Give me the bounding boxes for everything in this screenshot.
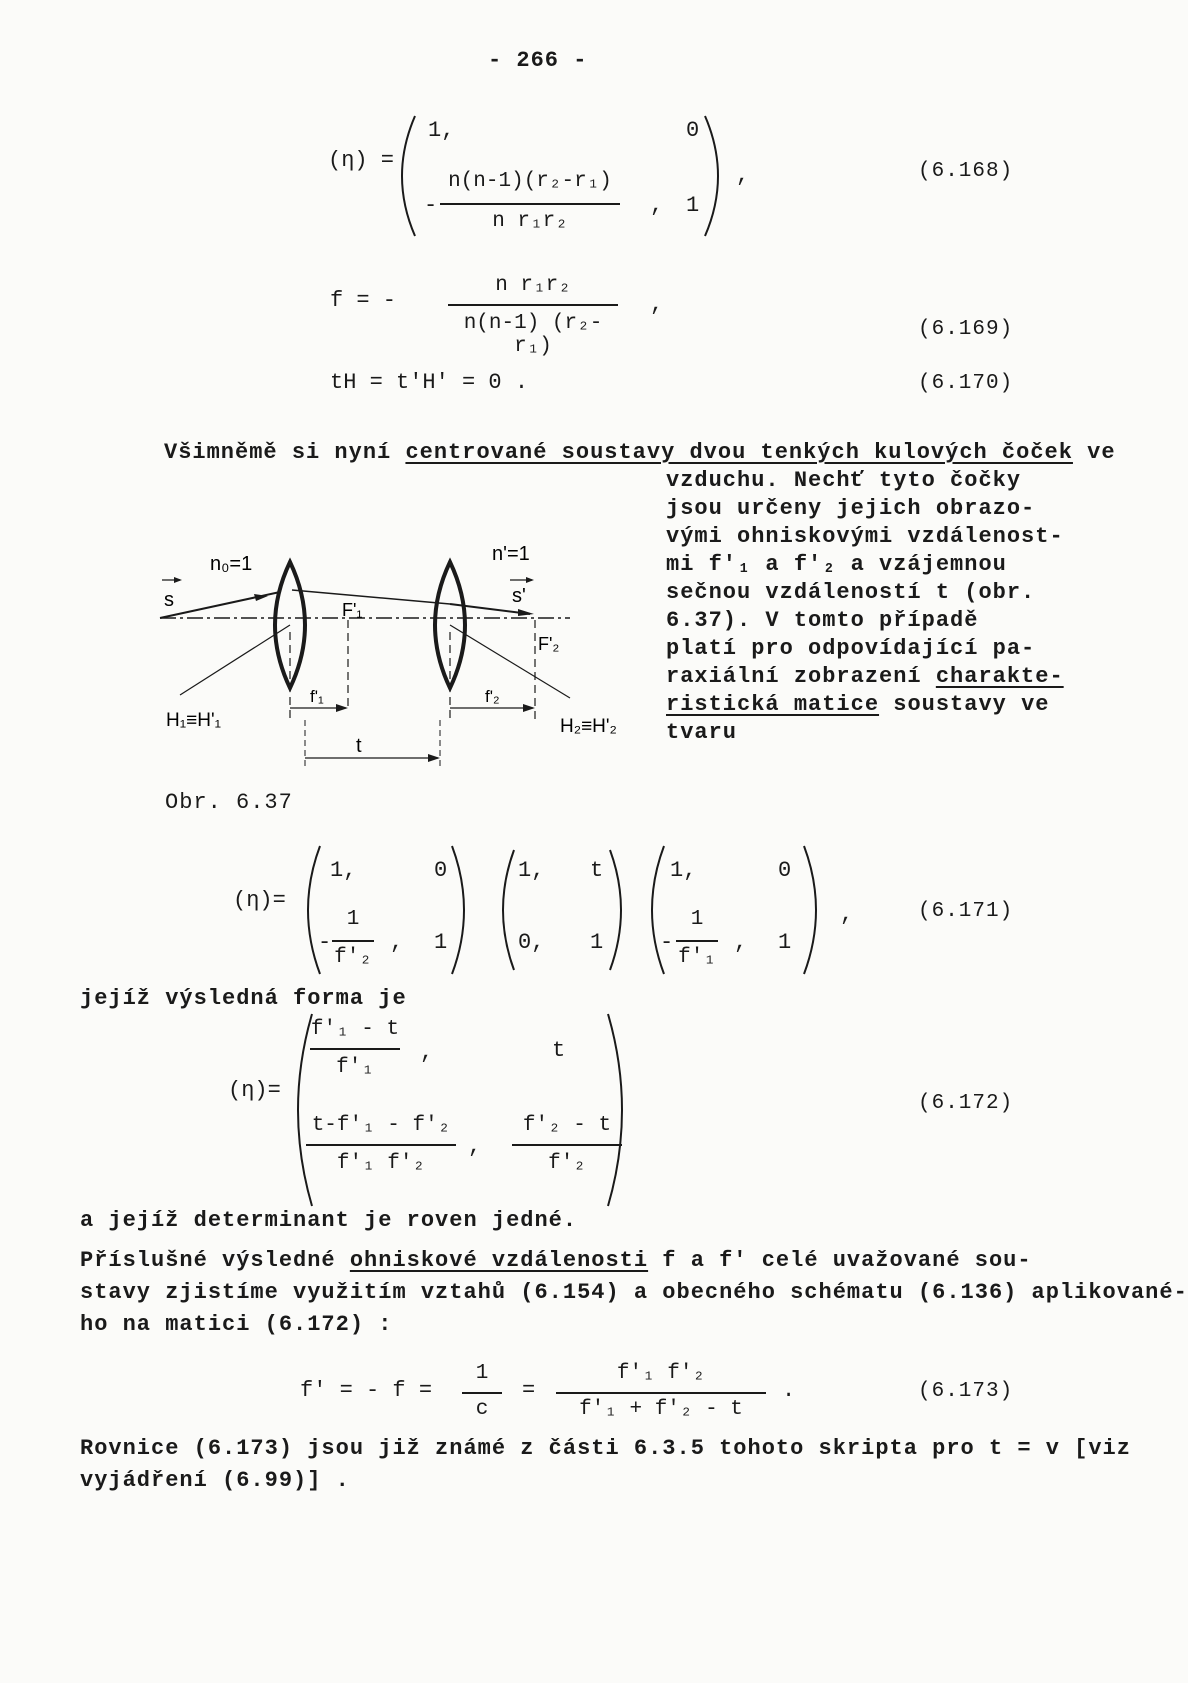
para1-line1-underlined: centrované soustavy dvou tenkých kulových čoček	[405, 440, 1073, 465]
page-number: - 266 -	[488, 48, 588, 73]
eq173-bar2	[556, 1392, 766, 1394]
eq172-a11-num: f'₁ - t	[310, 1018, 400, 1041]
eq168-a21-num: n(n-1)(r₂-r₁)	[448, 170, 612, 193]
para1-line	[666, 692, 1049, 717]
eq173-num2: f'₁ f'₂	[616, 1362, 706, 1385]
eq172-a11-bar	[310, 1048, 400, 1050]
eq171-lhs: (η)=	[233, 888, 286, 913]
label-H1: H₁≡H'₁	[166, 710, 221, 731]
label-f2: f'₂	[485, 687, 500, 706]
eq171-m1-a22: 1	[434, 930, 448, 955]
eq169-number: (6.169)	[918, 318, 1014, 341]
eq171-m1-den: f'₂	[334, 946, 372, 969]
eq172-lhs: (η)=	[228, 1078, 281, 1103]
eq171-m3-comma: ,	[734, 930, 748, 955]
eq173-number: (6.173)	[918, 1380, 1014, 1403]
eq171-m1-comma: ,	[390, 930, 404, 955]
para2-line1-post: f a f' celé uvažované sou-	[648, 1248, 1032, 1273]
para3-line1: Rovnice (6.173) jsou již známé z části 6.3.5 tohoto skripta pro t = v [viz	[80, 1436, 1131, 1461]
eq171-m1-a21-sign: -	[318, 930, 332, 955]
eq171-m2-a22: 1	[590, 930, 604, 955]
para1-line1-post: ve	[1072, 440, 1116, 465]
label-s: s	[164, 589, 174, 611]
para1-line: jsou určeny jejich obrazo-	[666, 496, 1036, 521]
eq172-a11-comma: ,	[420, 1040, 434, 1065]
eq171-m3-num: 1	[690, 908, 704, 931]
eq173-num1: 1	[475, 1362, 489, 1385]
eq168-a12: 0	[686, 118, 700, 143]
eq172-number: (6.172)	[918, 1092, 1014, 1115]
eq169-num: n r₁r₂	[495, 274, 571, 297]
label-H2: H₂≡H'₂	[560, 716, 617, 737]
eq170-text: tH = t'H' = 0 .	[330, 370, 529, 395]
figure-caption: Obr. 6.37	[165, 790, 293, 815]
eq171-m3-a22: 1	[778, 930, 792, 955]
eq171-m1-a11: 1,	[330, 858, 357, 883]
eq173-lhs: f' = - f =	[300, 1378, 433, 1403]
label-t: t	[356, 735, 362, 757]
eq171-number: (6.171)	[918, 900, 1014, 923]
eq171-trailing-comma: ,	[840, 902, 854, 927]
eq168-lhs: (η) =	[328, 148, 395, 173]
para1-line: mi f'₁ a f'₂ a vzájemnou	[666, 552, 1007, 577]
para1-line: sečnou vzdáleností t (obr.	[666, 580, 1036, 605]
eq172-a22-bar	[512, 1144, 622, 1146]
eq172-a21-comma: ,	[468, 1134, 482, 1159]
para2-line3: ho na matici (6.172) :	[80, 1312, 393, 1337]
eq168-fraction-bar	[440, 203, 620, 205]
eq168-trailing-comma: ,	[736, 163, 750, 188]
eq171-m2-a12: t	[590, 858, 604, 883]
para1-line1	[164, 440, 1116, 465]
eq171-m2-a11: 1,	[518, 858, 545, 883]
eq171-m3-bar	[676, 940, 718, 942]
label-F2: F'₂	[538, 634, 560, 654]
eq171-m3-den: f'₁	[678, 946, 716, 969]
eq169-comma: ,	[650, 292, 664, 317]
eq173-den2: f'₁ + f'₂ - t	[579, 1398, 743, 1421]
eq173-equals: =	[522, 1378, 536, 1403]
para1-line: 6.37). V tomto případě	[666, 608, 979, 633]
para1-line-text: raxiální zobrazení	[666, 664, 936, 689]
eq172-a21-den: f'₁ f'₂	[336, 1152, 426, 1175]
eq169-lhs: f = -	[330, 288, 397, 313]
para2-line1-pre: Příslušné výsledné	[80, 1248, 350, 1273]
eq173-den1: c	[475, 1398, 489, 1421]
eq168-a21-comma: ,	[650, 193, 664, 218]
eq173-bar1	[462, 1392, 502, 1394]
para1-line	[666, 664, 1064, 689]
figure-two-thin-lenses	[150, 520, 650, 790]
eq168-a21-sign: -	[424, 193, 438, 218]
eq173-dot: .	[782, 1378, 796, 1403]
eq171-m3-a11: 1,	[670, 858, 697, 883]
label-f1: f'₁	[310, 687, 324, 706]
eq172-a21-num: t-f'₁ - f'₂	[311, 1114, 451, 1137]
eq172-a11-den: f'₁	[336, 1056, 374, 1079]
eq171-m1-bar	[332, 940, 374, 942]
para1-underlined-1: charakte-	[935, 664, 1064, 689]
para1-line: vzduchu. Nechť tyto čočky	[666, 468, 1022, 493]
eq172-a21-bar	[306, 1144, 456, 1146]
eq171-m3-a12: 0	[778, 858, 792, 883]
eq172-a22-num: f'₂ - t	[522, 1114, 612, 1137]
label-n1: n'=1	[492, 543, 530, 565]
eq171-m1-a12: 0	[434, 858, 448, 883]
eq169-fraction-bar	[448, 304, 618, 306]
label-s-prime: s'	[512, 585, 526, 607]
text-determinant: a jejíž determinant je roven jedné.	[80, 1208, 578, 1233]
eq172-a22-den: f'₂	[548, 1152, 586, 1175]
eq168-a22: 1	[686, 193, 700, 218]
para1-line: platí pro odpovídající pa-	[666, 636, 1036, 661]
para2-line1	[80, 1248, 1032, 1273]
para1-after-underlined: soustavy ve	[879, 692, 1050, 717]
eq171-m1-num: 1	[346, 908, 360, 931]
para2-underlined: ohniskové vzdálenosti	[349, 1248, 649, 1273]
eq171-m2-a21: 0,	[518, 930, 545, 955]
label-F1: F'₁	[342, 600, 363, 620]
eq169-den: n(n-1) (r₂-r₁)	[463, 312, 603, 358]
para3-line2: vyjádření (6.99)] .	[80, 1468, 350, 1493]
eq168-a11: 1,	[428, 118, 455, 143]
para1-line: vými ohniskovými vzdálenost-	[666, 524, 1064, 549]
label-n0: n₀=1	[210, 553, 253, 575]
eq170-number: (6.170)	[918, 372, 1014, 395]
eq168-number: (6.168)	[918, 160, 1014, 183]
para2-line2: stavy zjistíme využitím vztahů (6.154) a obecného schématu (6.136) aplikované-	[80, 1280, 1188, 1305]
para1-line: tvaru	[666, 720, 738, 745]
para1-underlined-2: ristická matice	[666, 692, 880, 717]
eq172-a12: t	[552, 1038, 566, 1063]
text-final-form: jejíž výsledná forma je	[80, 986, 407, 1011]
para1-line1-pre: Všimněmě si nyní	[164, 440, 406, 465]
eq168-a21-den: n r₁r₂	[492, 210, 568, 233]
eq171-m3-a21-sign: -	[660, 930, 674, 955]
